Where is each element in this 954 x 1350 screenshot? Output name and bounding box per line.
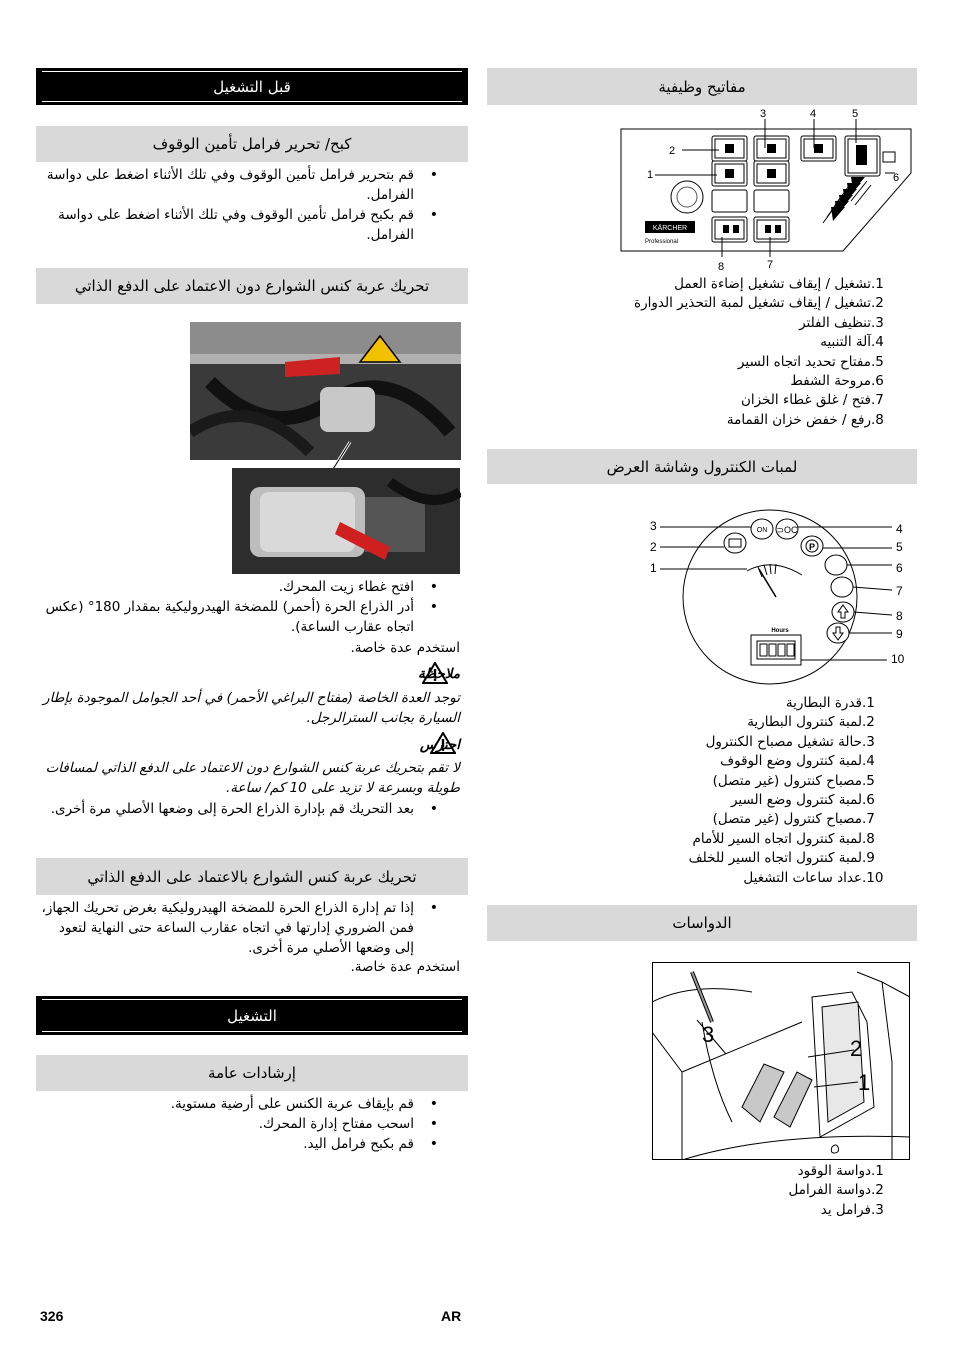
list-item: .6 لمبة كنترول وضع السير — [730, 792, 875, 809]
list-item: .8 رفع / خفض خزان القمامة — [726, 411, 884, 428]
svg-text:⊃OC: ⊃OC — [776, 525, 798, 535]
list-item: .2 دواسة الفرامل — [788, 1182, 884, 1199]
list-item: .3 تنظيف الفلتر — [799, 314, 884, 331]
brand-logo: KÄRCHER — [652, 225, 688, 232]
list-item: • بعد التحريك قم بإدارة الذراع الحرة إلى وضعها الأصلي مرة أخرى. — [36, 799, 446, 819]
list-item: • قم بتحرير فرامل تأمين الوقوف وفي تلك الأثناء اضغط على دواسة الفرامل. — [36, 165, 446, 205]
list-item: • إذا تم إدارة الذراع الحرة للمضخة الهيدروليكية بغرض تحريك الجهاز، فمن الضروري إدارتها في اتجاه عقارب الساعة حتى النهاية لتعود إلى وضعها الأصلي مرة أخرى. — [36, 898, 446, 958]
parking-indicator-label: P — [808, 542, 816, 552]
callout-label: 5 — [896, 540, 903, 554]
control-panel-list — [487, 694, 900, 888]
callout-label: 10 — [891, 652, 905, 666]
list-item: .1 قدرة البطارية — [785, 695, 875, 711]
callout-label: 7 — [896, 584, 903, 598]
callout-label: 2 — [669, 145, 676, 157]
move-without-engine-list — [36, 577, 446, 637]
list-item: • قم بإيقاف عربة الكنس على أرضية مستوية. — [36, 1094, 446, 1114]
pedals-title: الدواسات — [487, 905, 917, 941]
list-item: .10 عداد ساعات التشغيل — [743, 869, 884, 886]
list-item: • أدر الذراع الحرة (أحمر) للمضخة الهيدروليكية بمقدار 180° (عكس اتجاه عقارب الساعة). — [36, 597, 446, 637]
callout-label: 7 — [767, 259, 774, 271]
move-without-engine-title: تحريك عربة كنس الشوارع دون الاعتماد على الدفع الذاتي — [36, 268, 468, 304]
list-item: .3 فرامل يد — [820, 1201, 884, 1218]
brand-sub: Professional — [645, 239, 679, 245]
hours-label: Hours — [771, 628, 789, 634]
list-item: .1 دواسة الوقود — [797, 1163, 884, 1179]
list-item: .6 مروحة الشفط — [790, 373, 884, 390]
callout-label: 4 — [810, 108, 817, 120]
callout-label: 3 — [650, 519, 657, 533]
move-with-engine-list — [36, 898, 446, 958]
note-title: ملاحظة — [418, 666, 460, 682]
move-with-engine-title: تحريك عربة كنس الشوارع بالاعتماد على الدفع الذاتي — [36, 858, 468, 895]
callout-label: 9 — [896, 627, 903, 641]
callout-label: 8 — [896, 609, 903, 623]
pedals-list — [487, 1162, 909, 1220]
pedals-diagram — [652, 962, 910, 1160]
callout-label: 4 — [896, 522, 903, 536]
special-tool-text: استخدم عدة خاصة. — [350, 640, 460, 656]
list-item: .3 حالة تشغيل مصباح الكنترول — [705, 733, 875, 750]
callout-label: 2 — [650, 540, 657, 554]
callout-label: 8 — [718, 261, 725, 273]
general-notes-title: إرشادات عامة — [36, 1055, 468, 1091]
list-item: • قم بكبح فرامل تأمين الوقوف وفي تلك الأثناء اضغط على دواسة الفرامل. — [36, 205, 446, 245]
list-item: • اسحب مفتاح إدارة المحرك. — [36, 1114, 446, 1134]
control-panel-diagram — [640, 505, 915, 690]
list-item: .9 لمبة كنترول اتجاه السير للخلف — [688, 850, 875, 867]
function-keys-list — [487, 275, 909, 430]
list-item: .7 فتح / غلق غطاء الخزان — [740, 392, 884, 409]
general-notes-list — [36, 1094, 446, 1154]
list-item: .4 آلة التنبيه — [820, 334, 884, 351]
special-tool-text-2: استخدم عدة خاصة. — [350, 959, 460, 975]
list-item: .1 تشغيل / إيقاف تشغيل إضاءة العمل — [674, 276, 884, 292]
list-item: • قم بكبح فرامل اليد. — [36, 1134, 446, 1154]
on-indicator-label: ON — [756, 527, 768, 534]
callout-label: 1 — [858, 1070, 871, 1095]
list-item: .4 لمبة كنترول وضع الوقوف — [720, 753, 875, 770]
move-stop-title: كبح/ تحرير فرامل تأمين الوقوف — [36, 126, 468, 162]
list-item: .5 مفتاح تحديد اتجاه السير — [737, 353, 884, 370]
list-item: .5 مصباح كنترول (غير متصل) — [712, 772, 875, 789]
callout-label: 3 — [760, 108, 767, 120]
list-item: .2 لمبة كنترول البطارية — [747, 714, 875, 731]
operation-header — [36, 996, 468, 1035]
before-start-title: قبل التشغيل — [42, 71, 462, 102]
function-keys-title: مفاتيح وظيفية — [487, 68, 917, 105]
after-move-list — [36, 799, 446, 819]
note-heading — [36, 662, 460, 686]
callout-label: 6 — [893, 172, 900, 184]
note-text: توجد العدة الخاصة (مفتاح البراغي الأحمر) في أحد الجوامل الموجودة بإطار السيارة بجانب السترالرجل. — [43, 690, 460, 726]
before-start-header — [36, 68, 468, 105]
callout-label: 1 — [650, 561, 657, 575]
page-number: 326 — [40, 1308, 64, 1324]
move-stop-list — [36, 165, 446, 245]
callout-label: 2 — [850, 1036, 863, 1061]
callout-label: 5 — [852, 108, 859, 120]
callout-label: 6 — [896, 561, 903, 575]
list-item: .7 مصباح كنترول (غير متصل) — [712, 811, 875, 828]
function-keys-diagram — [615, 105, 915, 275]
hydraulic-pump-photo — [190, 322, 461, 574]
control-panel-title: لمبات الكنترول وشاشة العرض — [487, 449, 917, 484]
operation-title: التشغيل — [42, 999, 462, 1032]
list-item: • افتح غطاء زيت المحرك. — [36, 577, 446, 597]
language-code: AR — [441, 1308, 462, 1324]
list-item: .2 تشغيل / إيقاف تشغيل لمبة التحذير الدوارة — [634, 295, 884, 312]
caution-heading — [36, 732, 460, 756]
caution-text: لا تقم بتحريك عربة كنس الشوارع دون الاعتماد على الدفع الذاتي لمسافات طويلة وبسرعة لا تزيد على 10 كم/ ساعة. — [45, 760, 460, 796]
callout-label: 3 — [702, 1022, 715, 1047]
list-item: .8 لمبة كنترول اتجاه السير للأمام — [692, 830, 875, 847]
callout-label: 1 — [647, 169, 654, 181]
caution-title: احترس — [419, 737, 460, 753]
